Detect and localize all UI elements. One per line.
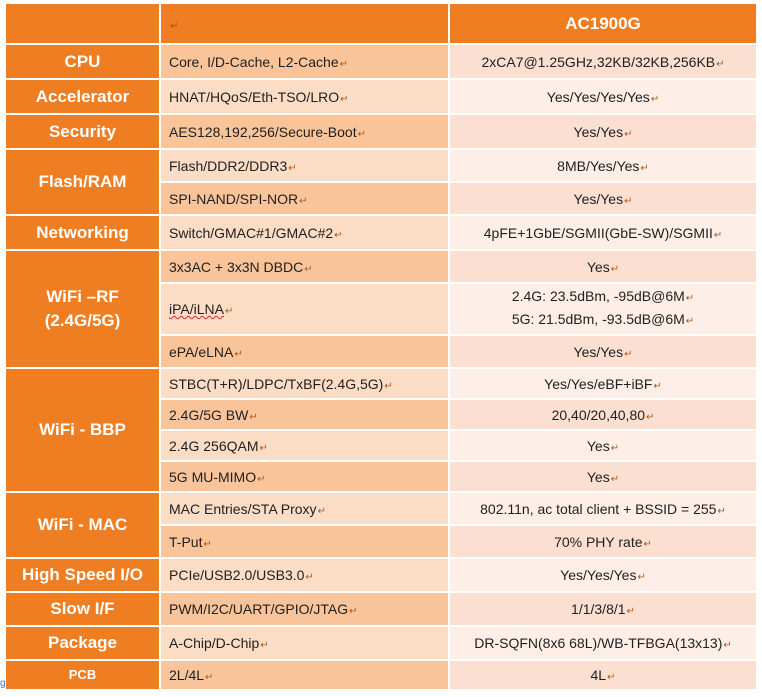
table-row xyxy=(5,215,757,250)
feature-cell: 2.4G/5G BW↵ xyxy=(160,399,449,430)
category-networking: Networking xyxy=(5,215,160,250)
value-cell: Yes↵ xyxy=(449,250,757,283)
category-cpu: CPU xyxy=(5,44,160,79)
table-row xyxy=(5,626,757,660)
category-accelerator: Accelerator xyxy=(5,79,160,114)
category-slow-if: Slow I/F xyxy=(5,592,160,626)
category-security: Security xyxy=(5,114,160,149)
feature-cell: 2L/4L↵ xyxy=(160,660,449,690)
value-cell: Yes↵ xyxy=(449,430,757,461)
category-line: (2.4G/5G) xyxy=(44,311,121,330)
value-cell: 8MB/Yes/Yes↵ xyxy=(449,149,757,182)
category-pcb: PCB xyxy=(5,660,160,690)
table-row xyxy=(5,492,757,525)
feature-cell: ePA/eLNA↵ xyxy=(160,335,449,368)
value-cell: 4L↵ xyxy=(449,660,757,690)
header-cell-model: AC1900G xyxy=(449,3,757,44)
value-cell: Yes/Yes/Yes/Yes↵ xyxy=(449,79,757,114)
category-line: WiFi –RF xyxy=(46,287,119,306)
value-cell: 1/1/3/8/1↵ xyxy=(449,592,757,626)
table-row xyxy=(5,114,757,149)
feature-cell: Core, I/D-Cache, L2-Cache↵ xyxy=(160,44,449,79)
value-cell: Yes/Yes/eBF+iBF↵ xyxy=(449,368,757,399)
header-cell-feature: ↵ xyxy=(160,3,449,44)
stray-character: g xyxy=(0,678,6,689)
value-cell: DR-SQFN(8x6 68L)/WB-TFBGA(13x13)↵ xyxy=(449,626,757,660)
category-package: Package xyxy=(5,626,160,660)
table-row xyxy=(5,250,757,283)
category-high-speed-io: High Speed I/O xyxy=(5,558,160,592)
spec-table xyxy=(4,2,758,691)
feature-cell: SPI-NAND/SPI-NOR↵ xyxy=(160,182,449,215)
table-row xyxy=(5,149,757,182)
value-cell: 802.11n, ac total client + BSSID = 255↵ xyxy=(449,492,757,525)
category-flash-ram: Flash/RAM xyxy=(5,149,160,215)
table-header-row xyxy=(5,3,757,44)
value-cell: 70% PHY rate↵ xyxy=(449,525,757,558)
feature-cell: 3x3AC + 3x3N DBDC↵ xyxy=(160,250,449,283)
header-cell-category xyxy=(5,3,160,44)
feature-cell: 2.4G 256QAM↵ xyxy=(160,430,449,461)
table-row xyxy=(5,79,757,114)
category-wifi-mac: WiFi - MAC xyxy=(5,492,160,558)
value-cell: Yes↵ xyxy=(449,461,757,492)
value-cell: Yes/Yes↵ xyxy=(449,335,757,368)
value-cell: 4pFE+1GbE/SGMII(GbE-SW)/SGMII↵ xyxy=(449,215,757,250)
category-wifi-bbp: WiFi - BBP xyxy=(5,368,160,492)
feature-cell: Flash/DDR2/DDR3↵ xyxy=(160,149,449,182)
value-cell xyxy=(449,283,757,335)
feature-cell: STBC(T+R)/LDPC/TxBF(2.4G,5G)↵ xyxy=(160,368,449,399)
value-cell: Yes/Yes↵ xyxy=(449,182,757,215)
value-cell: 20,40/20,40,80↵ xyxy=(449,399,757,430)
feature-cell: PCIe/USB2.0/USB3.0↵ xyxy=(160,558,449,592)
table-row xyxy=(5,660,757,690)
table-row xyxy=(5,558,757,592)
table-row xyxy=(5,592,757,626)
feature-cell: Switch/GMAC#1/GMAC#2↵ xyxy=(160,215,449,250)
value-line: 5G: 21.5dBm, -93.5dB@6M↵ xyxy=(511,311,695,327)
feature-cell: PWM/I2C/UART/GPIO/JTAG↵ xyxy=(160,592,449,626)
feature-cell: HNAT/HQoS/Eth-TSO/LRO↵ xyxy=(160,79,449,114)
feature-cell: T-Put↵ xyxy=(160,525,449,558)
feature-cell: AES128,192,256/Secure-Boot↵ xyxy=(160,114,449,149)
feature-cell: MAC Entries/STA Proxy↵ xyxy=(160,492,449,525)
value-cell: Yes/Yes↵ xyxy=(449,114,757,149)
feature-cell: iPA/iLNA↵ xyxy=(160,283,449,335)
value-line: 2.4G: 23.5dBm, -95dB@6M↵ xyxy=(511,288,695,304)
table-row xyxy=(5,368,757,399)
value-cell: 2xCA7@1.25GHz,32KB/32KB,256KB↵ xyxy=(449,44,757,79)
table-row xyxy=(5,44,757,79)
value-cell: Yes/Yes/Yes↵ xyxy=(449,558,757,592)
category-wifi-rf xyxy=(5,250,160,368)
feature-cell: 5G MU-MIMO↵ xyxy=(160,461,449,492)
feature-cell: A-Chip/D-Chip↵ xyxy=(160,626,449,660)
